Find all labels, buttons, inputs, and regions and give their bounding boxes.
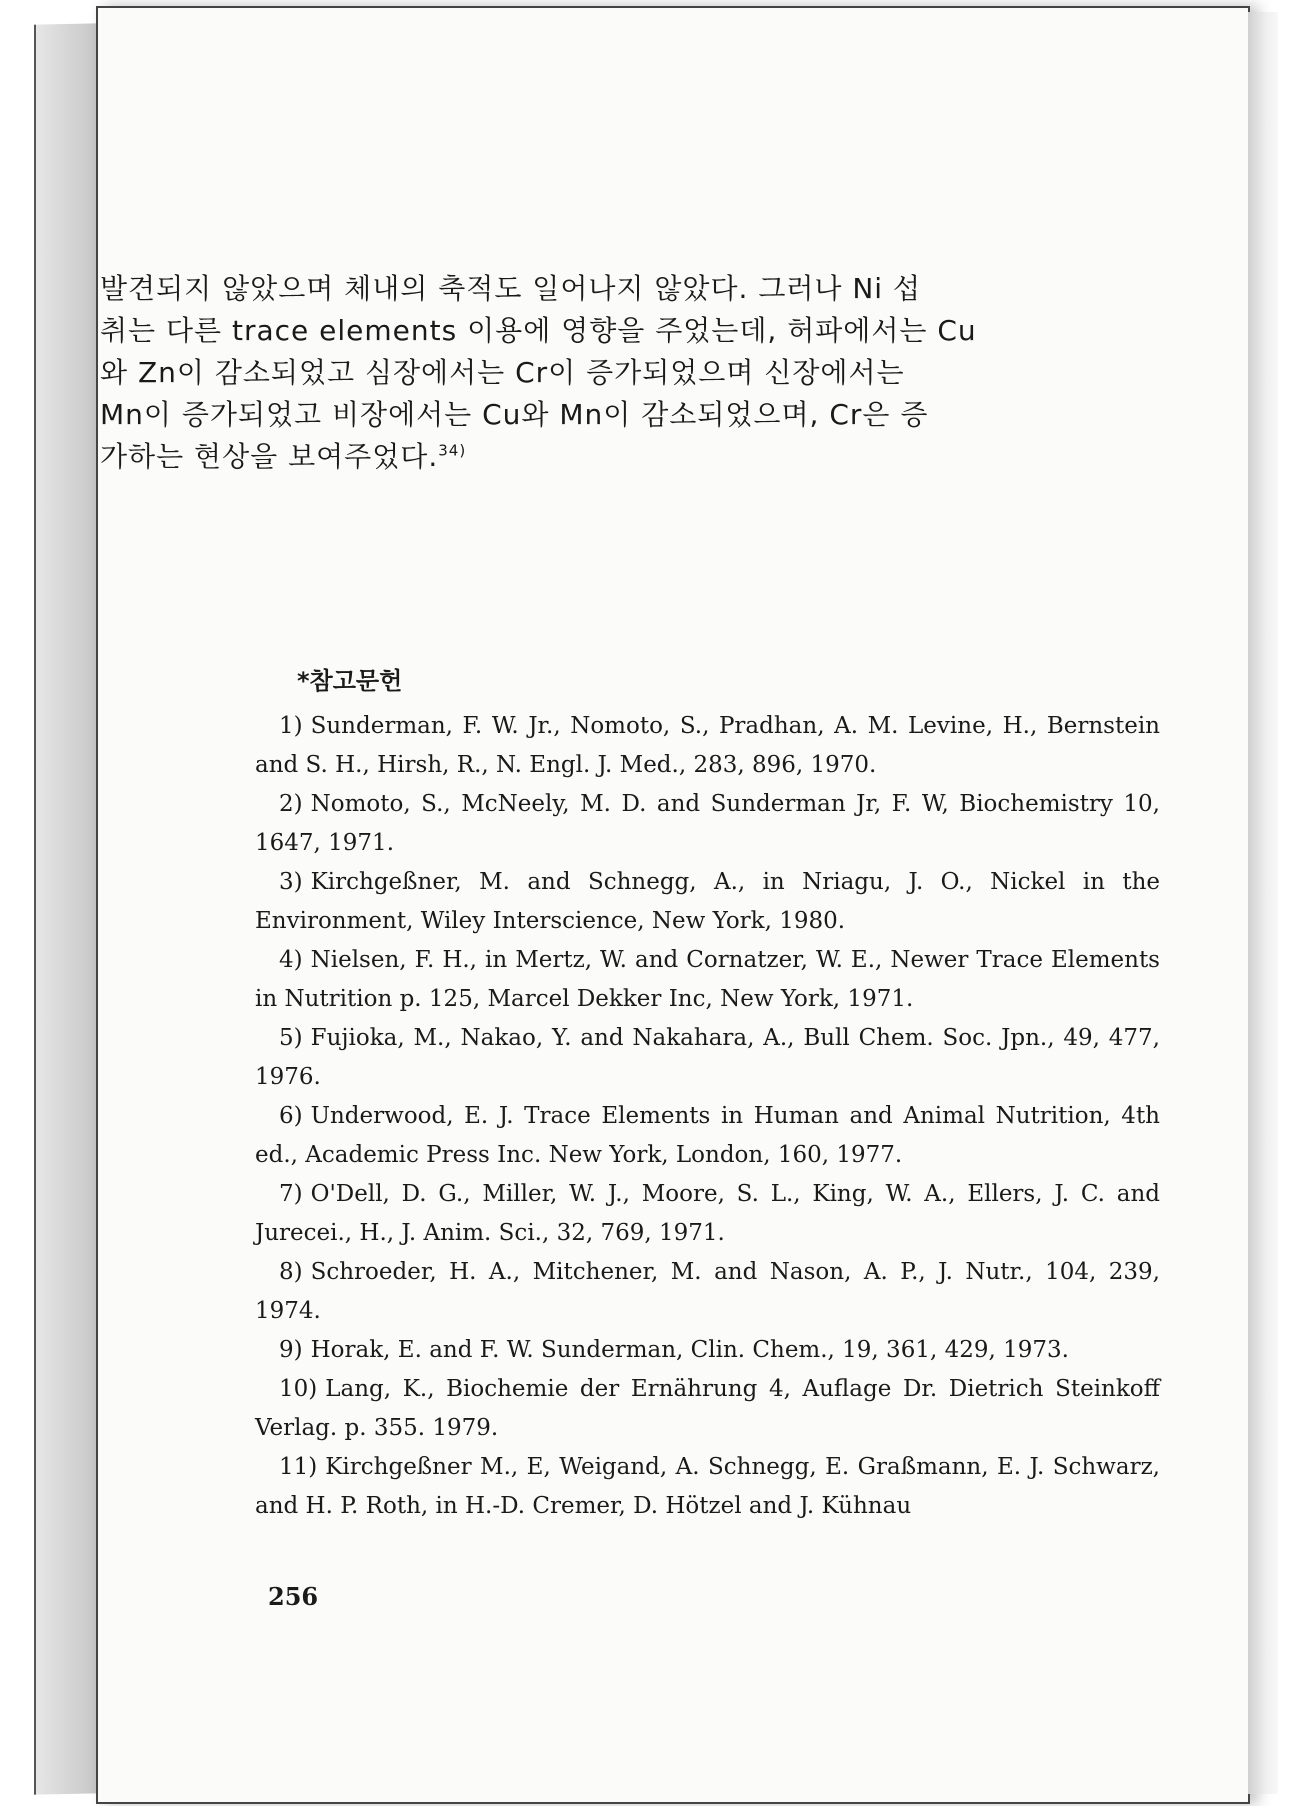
reference-text: O'Dell, D. G., Miller, W. J., Moore, S. L., King, W. A., Ellers, J. C. and Jurecei., H., J. Anim. Sci., 32, 769, 1971. — [255, 1181, 1160, 1246]
page-number: 256 — [268, 1582, 319, 1611]
reference-item — [255, 1253, 1160, 1331]
reference-number: 2) — [279, 791, 303, 817]
reference-number: 10) — [279, 1376, 318, 1402]
body-line — [100, 436, 1150, 478]
reference-item — [255, 707, 1160, 785]
reference-number: 6) — [279, 1103, 303, 1129]
reference-item — [255, 863, 1160, 941]
references-heading: *참고문헌 — [297, 667, 403, 695]
reference-text: Fujioka, M., Nakao, Y. and Nakahara, A., Bull Chem. Soc. Jpn., 49, 477, 1976. — [255, 1025, 1160, 1090]
body-line: 발견되지 않았으며 체내의 축적도 일어나지 않았다. 그러나 Ni 섭 — [100, 272, 922, 305]
reference-item — [255, 1370, 1160, 1448]
book-spine — [34, 23, 102, 1794]
reference-number: 5) — [279, 1025, 303, 1051]
reference-number: 8) — [279, 1259, 303, 1285]
body-line: 와 Zn이 감소되었고 심장에서는 Cr이 증가되었으며 신장에서는 — [100, 356, 905, 389]
reference-text: Nielsen, F. H., in Mertz, W. and Cornatzer, W. E., Newer Trace Elements in Nutrition p. 125, Marcel Dekker Inc, New York, 1971. — [255, 947, 1160, 1012]
reference-item — [255, 785, 1160, 863]
reference-item — [255, 1097, 1160, 1175]
body-line: 취는 다른 trace elements 이용에 영향을 주었는데, 허파에서는 Cu — [100, 314, 977, 347]
reference-item — [255, 1331, 1160, 1370]
reference-number: 11) — [279, 1454, 318, 1480]
body-paragraph — [100, 268, 1150, 478]
body-line: Mn이 증가되었고 비장에서는 Cu와 Mn이 감소되었으며, Cr은 증 — [100, 398, 929, 431]
reference-text: Underwood, E. J. Trace Elements in Human and Animal Nutrition, 4th ed., Academic Press Inc. New York, London, 160, 1977. — [255, 1103, 1160, 1168]
reference-number: 4) — [279, 947, 303, 973]
references-section — [255, 662, 1160, 1526]
reference-item — [255, 1175, 1160, 1253]
reference-number: 7) — [279, 1181, 303, 1207]
reference-list — [255, 707, 1160, 1526]
reference-number: 1) — [279, 713, 303, 739]
reference-item — [255, 1448, 1160, 1526]
reference-item — [255, 1019, 1160, 1097]
reference-text: Lang, K., Biochemie der Ernährung 4, Auflage Dr. Dietrich Steinkoff Verlag. p. 355. 1979. — [255, 1376, 1160, 1441]
page-edge — [1248, 12, 1278, 1794]
reference-item — [255, 941, 1160, 1019]
reference-text: Kirchgeßner, M. and Schnegg, A., in Nriagu, J. O., Nickel in the Environment, Wiley Interscience, New York, 1980. — [255, 869, 1160, 934]
reference-text: Kirchgeßner M., E, Weigand, A. Schnegg, E. Graßmann, E. J. Schwarz, and H. P. Roth, in H.-D. Cremer, D. Hötzel and J. Kühnau — [255, 1454, 1160, 1519]
reference-text: Horak, E. and F. W. Sunderman, Clin. Chem., 19, 361, 429, 1973. — [310, 1337, 1069, 1363]
citation-marker: 34) — [438, 441, 467, 460]
reference-text: Schroeder, H. A., Mitchener, M. and Nason, A. P., J. Nutr., 104, 239, 1974. — [255, 1259, 1160, 1324]
body-line-text: 가하는 현상을 보여주었다. — [100, 440, 439, 473]
reference-text: Sunderman, F. W. Jr., Nomoto, S., Pradhan, A. M. Levine, H., Bernstein and S. H., Hirsh, R., N. Engl. J. Med., 283, 896, 1970. — [255, 713, 1160, 778]
reference-number: 9) — [279, 1337, 303, 1363]
reference-number: 3) — [279, 869, 303, 895]
reference-text: Nomoto, S., McNeely, M. D. and Sunderman Jr, F. W, Biochemistry 10, 1647, 1971. — [255, 791, 1160, 856]
